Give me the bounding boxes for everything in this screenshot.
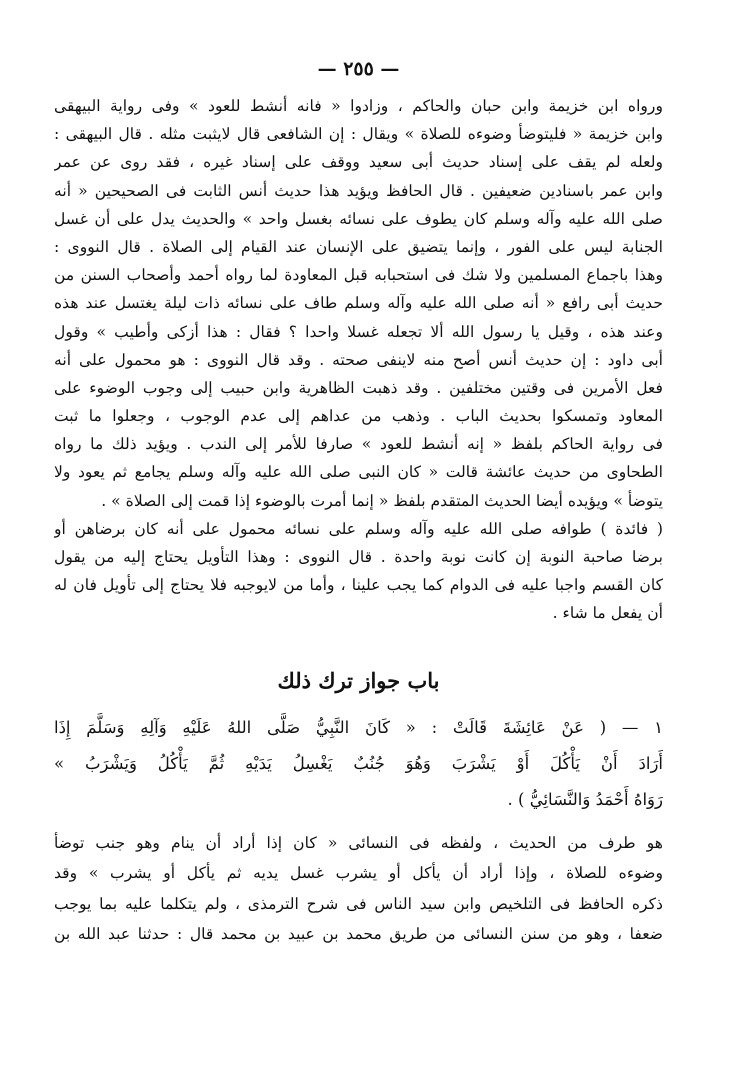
hadith-line: ١ — ( عَنْ عَائِشَةَ قَالَتْ : « كَانَ النَّبِيُّ صَلَّى اللهُ عَلَيْهِ وَآلِهِ وَسَلَّمَ إِذَا [54, 717, 663, 737]
text-line: فعل الأمرين فى وقتين مختلفين . وقد ذهبت الظاهرية وابن حبيب إلى وجوب الوضوء على [54, 378, 663, 397]
text-line: حديث أبى رافع « أنه صلى الله عليه وآله وسلم طاف على نسائه ذات ليلة يغتسل عند هذه [54, 294, 663, 313]
text-line: وهذا باجماع المسلمين ولا شك فى استحبابه قبل المعاودة لما رواه أحمد وأصحاب السنن من [54, 266, 663, 285]
text-line: هو طرف من الحديث ، ولفظه فى النسائى « كان إذا أراد أن ينام وهو جنب توضأ [54, 833, 663, 852]
text-line: ورواه ابن خزيمة وابن حبان والحاكم ، وزادوا « فانه أنشط للعود » وفى رواية البيهقى [54, 97, 663, 115]
text-line: يتوضأ » ويؤيده أيضا الحديث المتقدم بلفظ « إنما أمرت بالوضوء إذا قمت إلى الصلاة » . [101, 491, 663, 510]
page-number: — ٢٥٥ — [317, 58, 400, 80]
text-line: وعند هذه ، وقيل يا رسول الله ألا تجعله غسلا واحدا ؟ فقال : هذا أزكى وأطيب » وقول [54, 322, 663, 341]
text-line: برضا صاحبة النوبة إن كانت نوبة واحدة . قال النووى : وهذا التأويل يحتاج إليه من يقول [54, 548, 663, 566]
text-line: ( فائدة ) طوافه صلى الله عليه وآله وسلم على نسائه محمول على أنه كان برضاهن أو [54, 519, 663, 538]
text-line: أن يفعل ما شاء . [552, 604, 663, 623]
text-line: فى رواية الحاكم بلفظ « إنه أنشط للعود » صارفا للأمر إلى الندب . ويؤيد ذلك ما رواه [54, 435, 663, 454]
text-line: أبى داود : إن حديث أنس أصح منه لاينفى صحته . وقد قال النووى : هو محمول على أنه [54, 350, 663, 369]
commentary-block-a [54, 92, 663, 515]
text-line: كان القسم واجبا عليه فى الدوام كما يجب علينا ، وأما من لايوجبه فلا يحتاج إلى تأويل فان له [54, 576, 663, 595]
text-line: ولعله لم يقف على إسناد حديث أبى سعيد ووقف على إسناد غيره ، فقد روى عن عمر [54, 153, 663, 172]
text-line: المعاود وتمسكوا بحديث الباب . وذهب من عداهم إلى عدم الوجوب ، وجعلوا ما ثبت [54, 407, 663, 426]
text-line: الجنابة ليس على الفور ، وإنما يتضيق على الإنسان عند القيام إلى الصلاة . قال النووى : [54, 237, 663, 256]
hadith-line: أَرَادَ أَنْ يَأْكُلَ أَوْ يَشْرَبَ وَهُوَ جُنُبٌ يَغْسِلُ يَدَيْهِ ثُمَّ يَأْكُلُ وَيَشْرَبُ » [54, 753, 663, 773]
text-line: الطحاوى من حديث عائشة قالت « كان النبى صلى الله عليه وآله وسلم يجامع ثم يعود ولا [54, 463, 663, 482]
text-line: وضوءه للصلاة ، وإذا أراد أن يأكل أو يشرب غسل يديه ثم يأكل أو يشرب » وقد [54, 864, 663, 883]
text-line: وابن خزيمة « فليتوضأ وضوءه للصلاة » ويقال : إن الشافعى قال لايثبت مثله . قال البيهقى : [54, 125, 663, 144]
chapter-title: باب جواز ترك ذلك [277, 667, 440, 693]
text-line: وابن عمر باسنادين ضعيفين . قال الحافظ ويؤيد هذا حديث أنس الثابت فى الصحيحين « أنه [54, 181, 663, 200]
text-line: صلى الله عليه وآله وسلم كان يطوف على نسائه بغسل واحد » والحديث يدل على أن غسل [54, 209, 663, 228]
text-line: ضعفا ، وهو من سنن النسائى من طريق محمد بن عبيد بن محمد قال : حدثنا عبد الله بن [54, 925, 663, 944]
commentary-block-c [54, 828, 663, 950]
hadith-text [54, 710, 663, 818]
hadith-line: رَوَاهُ أَحْمَدُ وَالنَّسَائِيُّ ) . [507, 789, 663, 809]
text-line: ذكره الحافظ فى التلخيص وابن سيد الناس فى شرح الترمذى ، ولم يتكلما عليه بما يوجب [54, 894, 663, 913]
note-block [54, 515, 663, 628]
